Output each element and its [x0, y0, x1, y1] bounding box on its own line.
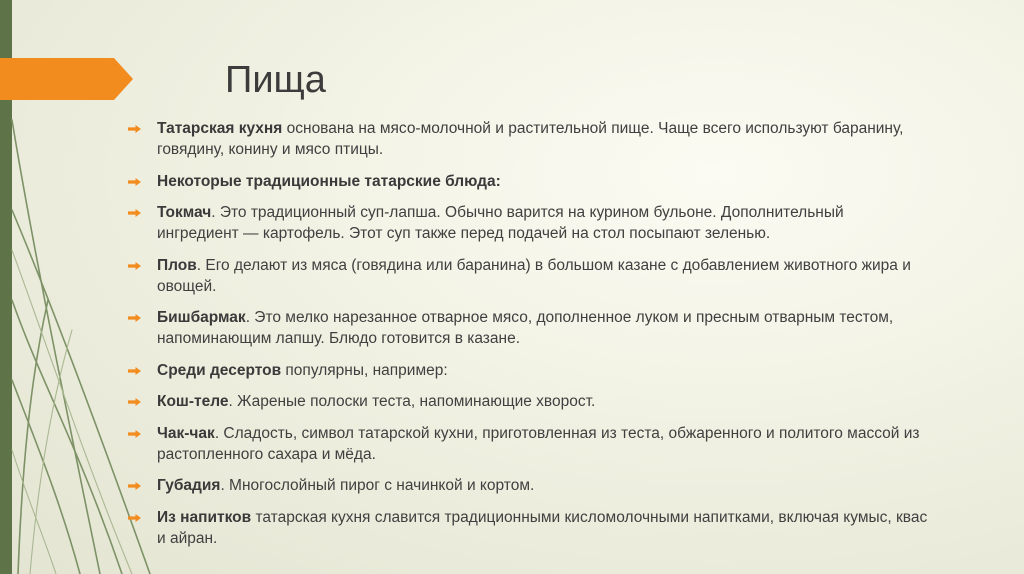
bullet-bold-text: Чак-чак [157, 424, 215, 442]
orange-arrow-icon [128, 514, 141, 522]
bullet-text: . Это мелко нарезанное отварное мясо, дополненное луком и пресным отварным тестом, напоминающим лапшу. Блюдо готовится в казане. [157, 309, 894, 347]
bullet-drinks [128, 507, 928, 549]
bullet-text: . Сладость, символ татарской кухни, приготовленная из теста, обжаренного и политого массой из растопленного сахара и мёда. [157, 424, 920, 463]
bullet-text: популярны, например: [281, 361, 448, 379]
bullet-bold-text: Из напитков [157, 508, 252, 526]
orange-arrow-icon [128, 209, 141, 217]
slide-title: Пища [225, 59, 326, 101]
bullet-text: основана на мясо-молочной и растительной пище. Чаще всего используют баранину, говядину, конину и мясо птицы. [157, 120, 904, 158]
bullet-tokmach [128, 202, 928, 244]
bullet-tatar-cuisine [128, 118, 928, 160]
bullet-list [128, 118, 928, 559]
orange-arrow-icon [128, 314, 141, 322]
bullet-bold-text: Токмач [157, 204, 212, 221]
bullet-bold-text: Среди десертов [157, 361, 282, 379]
bullet-text: . Это традиционный суп-лапша. Обычно варится на курином бульоне. Дополнительный ингредиент — картофель. Этот суп также перед подачей на стол посыпают зеленью. [157, 204, 844, 242]
orange-arrow-icon [128, 178, 141, 186]
bullet-desserts [128, 360, 928, 381]
bullet-bold-text: Кош-теле [157, 393, 229, 410]
bullet-text: татарская кухня славится традиционными кисломолочными напитками, включая кумыс, квас и айран. [157, 508, 928, 547]
bullet-bold-text: Плов [157, 256, 197, 274]
bullet-bold-text: Некоторые традиционные татарские блюда: [157, 172, 501, 190]
orange-arrow-icon [128, 482, 141, 490]
bullet-chak-chak [128, 423, 928, 465]
orange-arrow-icon [128, 367, 141, 375]
orange-arrow-icon [128, 430, 141, 438]
orange-arrow-icon [128, 262, 141, 270]
bullet-kosh-tele [128, 391, 928, 412]
orange-arrow-icon [128, 398, 141, 406]
title-accent-arrow [0, 58, 133, 100]
bullet-traditional-dishes [128, 171, 928, 192]
bullet-text: . Многослойный пирог с начинкой и кортом. [220, 477, 535, 494]
bullet-bishbarmak [128, 307, 928, 349]
bullet-plov [128, 255, 928, 297]
bullet-bold-text: Губадия [157, 477, 221, 494]
orange-arrow-icon [128, 125, 141, 133]
bullet-gubadiya [128, 475, 928, 496]
bullet-bold-text: Бишбармак [157, 309, 246, 326]
bullet-text: . Его делают из мяса (говядина или баранина) в большом казане с добавлением животного жира и овощей. [157, 256, 911, 295]
bullet-text: . Жареные полоски теста, напоминающие хворост. [228, 393, 596, 410]
bullet-bold-text: Татарская кухня [157, 120, 283, 137]
